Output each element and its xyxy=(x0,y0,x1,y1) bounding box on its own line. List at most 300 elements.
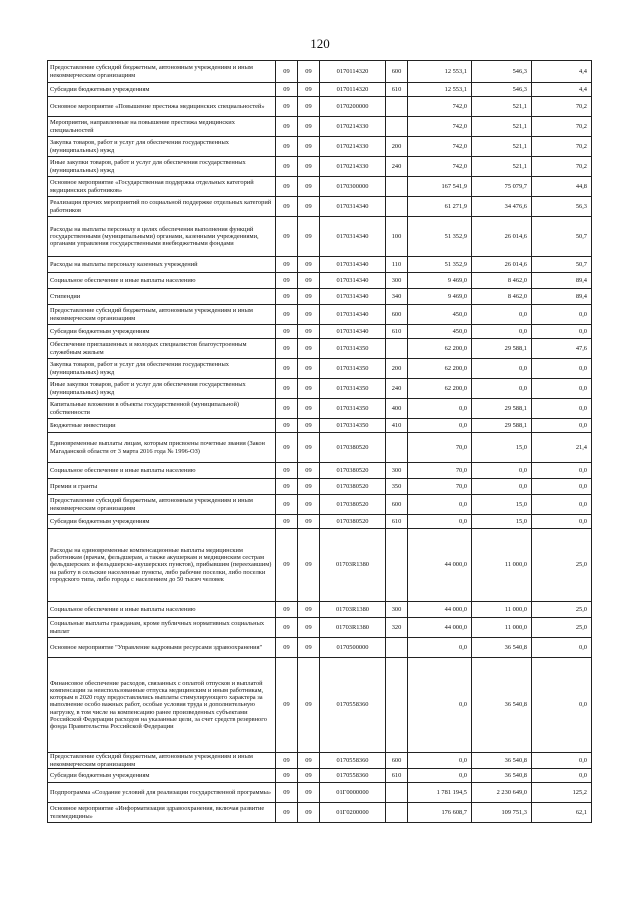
row-expense-type: 300 xyxy=(386,273,408,289)
row-percent: 62,1 xyxy=(532,803,592,823)
row-expense-type: 400 xyxy=(386,399,408,419)
row-name: Субсидии бюджетным учреждениям xyxy=(48,515,276,529)
row-actual-amount: 26 014,6 xyxy=(472,257,532,273)
table-row xyxy=(48,399,592,419)
row-actual-amount: 29 588,1 xyxy=(472,339,532,359)
row-expense-type: 110 xyxy=(386,257,408,273)
row-actual-amount: 546,3 xyxy=(472,83,532,97)
row-name: Основное мероприятие «Государственная поддержка отдельных категорий медицинских работников» xyxy=(48,177,276,197)
table-row xyxy=(48,529,592,602)
row-plan-amount: 70,0 xyxy=(408,463,472,479)
row-percent: 0,0 xyxy=(532,379,592,399)
row-section: 09 xyxy=(276,638,298,658)
row-percent: 50,7 xyxy=(532,217,592,257)
row-expense-type: 610 xyxy=(386,83,408,97)
row-expense-type: 200 xyxy=(386,359,408,379)
row-expense-type: 600 xyxy=(386,495,408,515)
row-name: Субсидии бюджетным учреждениям xyxy=(48,83,276,97)
row-section: 09 xyxy=(276,783,298,803)
row-percent: 0,0 xyxy=(532,305,592,325)
row-target-article: 0170114320 xyxy=(320,83,386,97)
row-actual-amount: 29 588,1 xyxy=(472,399,532,419)
row-percent: 0,0 xyxy=(532,479,592,495)
row-name: Иные закупки товаров, работ и услуг для обеспечения государственных (муниципальных) нужд xyxy=(48,379,276,399)
row-expense-type: 350 xyxy=(386,479,408,495)
row-plan-amount: 742,0 xyxy=(408,117,472,137)
row-section: 09 xyxy=(276,325,298,339)
row-percent: 70,2 xyxy=(532,137,592,157)
row-name: Обеспечение приглашенных и молодых специалистов благоустроенным служебным жильем xyxy=(48,339,276,359)
row-target-article: 0170314350 xyxy=(320,359,386,379)
table-row xyxy=(48,753,592,769)
row-target-article: 0170314340 xyxy=(320,197,386,217)
row-subsection: 09 xyxy=(298,658,320,753)
row-plan-amount: 12 553,1 xyxy=(408,61,472,83)
row-target-article: 0170380520 xyxy=(320,433,386,463)
row-actual-amount: 521,1 xyxy=(472,137,532,157)
table-row xyxy=(48,515,592,529)
table-row xyxy=(48,783,592,803)
row-expense-type: 300 xyxy=(386,602,408,618)
row-plan-amount: 742,0 xyxy=(408,97,472,117)
row-percent: 89,4 xyxy=(532,273,592,289)
row-name: Субсидии бюджетным учреждениям xyxy=(48,325,276,339)
row-expense-type xyxy=(386,97,408,117)
row-actual-amount: 521,1 xyxy=(472,157,532,177)
row-expense-type: 240 xyxy=(386,379,408,399)
row-subsection: 09 xyxy=(298,273,320,289)
row-subsection: 09 xyxy=(298,379,320,399)
row-percent: 0,0 xyxy=(532,495,592,515)
row-subsection: 09 xyxy=(298,769,320,783)
row-plan-amount: 742,0 xyxy=(408,157,472,177)
row-subsection: 09 xyxy=(298,137,320,157)
row-target-article: 0170314350 xyxy=(320,419,386,433)
row-section: 09 xyxy=(276,289,298,305)
row-subsection: 09 xyxy=(298,529,320,602)
row-section: 09 xyxy=(276,177,298,197)
row-percent: 56,3 xyxy=(532,197,592,217)
row-section: 09 xyxy=(276,339,298,359)
row-target-article: 01Г0200000 xyxy=(320,803,386,823)
row-subsection: 09 xyxy=(298,419,320,433)
row-section: 09 xyxy=(276,359,298,379)
row-subsection: 09 xyxy=(298,433,320,463)
row-subsection: 09 xyxy=(298,515,320,529)
row-plan-amount: 70,0 xyxy=(408,433,472,463)
row-percent: 70,2 xyxy=(532,157,592,177)
row-plan-amount: 0,0 xyxy=(408,769,472,783)
row-expense-type xyxy=(386,117,408,137)
row-expense-type: 200 xyxy=(386,137,408,157)
table-row xyxy=(48,137,592,157)
row-name: Реализация прочих мероприятий по социальной поддержке отдельных категорий работников xyxy=(48,197,276,217)
row-actual-amount: 0,0 xyxy=(472,479,532,495)
row-actual-amount: 75 079,7 xyxy=(472,177,532,197)
row-actual-amount: 11 000,0 xyxy=(472,618,532,638)
row-plan-amount: 62 200,0 xyxy=(408,339,472,359)
row-percent: 89,4 xyxy=(532,289,592,305)
row-name: Субсидии бюджетным учреждениям xyxy=(48,769,276,783)
row-name: Предоставление субсидий бюджетным, автономным учреждениям и иным некоммерческим организациям xyxy=(48,753,276,769)
row-percent: 21,4 xyxy=(532,433,592,463)
row-actual-amount: 36 540,8 xyxy=(472,658,532,753)
row-target-article: 0170314340 xyxy=(320,257,386,273)
row-percent: 70,2 xyxy=(532,117,592,137)
row-actual-amount: 521,1 xyxy=(472,117,532,137)
row-name: Основное мероприятие «Повышение престижа медицинских специальностей» xyxy=(48,97,276,117)
row-name: Основное мероприятие "Управление кадровыми ресурсами здравоохранения" xyxy=(48,638,276,658)
row-subsection: 09 xyxy=(298,83,320,97)
row-name: Социальное обеспечение и иные выплаты населению xyxy=(48,602,276,618)
row-plan-amount: 0,0 xyxy=(408,753,472,769)
row-percent: 0,0 xyxy=(532,359,592,379)
row-expense-type xyxy=(386,433,408,463)
row-actual-amount: 0,0 xyxy=(472,359,532,379)
row-name: Иные закупки товаров, работ и услуг для обеспечения государственных (муниципальных) нужд xyxy=(48,157,276,177)
row-plan-amount: 0,0 xyxy=(408,495,472,515)
row-subsection: 09 xyxy=(298,97,320,117)
row-target-article: 0170200000 xyxy=(320,97,386,117)
row-plan-amount: 70,0 xyxy=(408,479,472,495)
row-section: 09 xyxy=(276,803,298,823)
row-target-article: 0170314350 xyxy=(320,379,386,399)
row-percent: 25,0 xyxy=(532,602,592,618)
row-expense-type: 600 xyxy=(386,305,408,325)
row-section: 09 xyxy=(276,157,298,177)
row-name: Единовременные выплаты лицам, которым присвоены почетные звания (Закон Магаданской области от 3 марта 2016 года № 1996-ОЗ) xyxy=(48,433,276,463)
row-expense-type: 320 xyxy=(386,618,408,638)
row-subsection: 09 xyxy=(298,463,320,479)
row-name: Расходы на единовременные компенсационные выплаты медицинским работникам (врачам, фельдшерам, а также акушеркам и медицинским сестрам фельдшерских и фельдшерско-акушерских пунктов), прибывшим (переехавшим) на работу в сельские населенные пункты, либо рабочие поселки, либо поселки городского типа, либо города с населением до 50 тысяч человек xyxy=(48,529,276,602)
row-percent: 0,0 xyxy=(532,419,592,433)
table-row xyxy=(48,803,592,823)
row-plan-amount: 44 000,0 xyxy=(408,618,472,638)
row-subsection: 09 xyxy=(298,157,320,177)
table-row xyxy=(48,289,592,305)
row-subsection: 09 xyxy=(298,61,320,83)
row-percent: 0,0 xyxy=(532,638,592,658)
row-name: Социальное обеспечение и иные выплаты населению xyxy=(48,463,276,479)
row-section: 09 xyxy=(276,618,298,638)
row-section: 09 xyxy=(276,379,298,399)
row-subsection: 09 xyxy=(298,339,320,359)
row-expense-type xyxy=(386,803,408,823)
row-subsection: 09 xyxy=(298,289,320,305)
row-plan-amount: 0,0 xyxy=(408,399,472,419)
row-section: 09 xyxy=(276,433,298,463)
row-percent: 0,0 xyxy=(532,658,592,753)
row-name: Социальные выплаты гражданам, кроме публичных нормативных социальных выплат xyxy=(48,618,276,638)
row-percent: 4,4 xyxy=(532,83,592,97)
row-name: Закупка товаров, работ и услуг для обеспечения государственных (муниципальных) нужд xyxy=(48,137,276,157)
row-actual-amount: 29 588,1 xyxy=(472,419,532,433)
table-row xyxy=(48,463,592,479)
row-plan-amount: 167 541,9 xyxy=(408,177,472,197)
row-target-article: 0170314340 xyxy=(320,217,386,257)
row-subsection: 09 xyxy=(298,803,320,823)
row-subsection: 09 xyxy=(298,618,320,638)
table-row xyxy=(48,339,592,359)
row-section: 09 xyxy=(276,479,298,495)
row-expense-type xyxy=(386,658,408,753)
table-row xyxy=(48,602,592,618)
row-expense-type xyxy=(386,638,408,658)
row-plan-amount: 62 200,0 xyxy=(408,379,472,399)
row-section: 09 xyxy=(276,529,298,602)
table-row xyxy=(48,117,592,137)
row-plan-amount: 742,0 xyxy=(408,137,472,157)
row-plan-amount: 1 781 194,5 xyxy=(408,783,472,803)
row-plan-amount: 0,0 xyxy=(408,515,472,529)
row-section: 09 xyxy=(276,217,298,257)
row-percent: 47,6 xyxy=(532,339,592,359)
row-target-article: 0170380520 xyxy=(320,495,386,515)
row-name: Стипендии xyxy=(48,289,276,305)
row-actual-amount: 15,0 xyxy=(472,433,532,463)
row-target-article: 0170558360 xyxy=(320,658,386,753)
row-actual-amount: 15,0 xyxy=(472,495,532,515)
row-plan-amount: 51 352,9 xyxy=(408,257,472,273)
row-actual-amount: 8 462,0 xyxy=(472,289,532,305)
row-actual-amount: 36 540,8 xyxy=(472,638,532,658)
row-target-article: 0170558360 xyxy=(320,769,386,783)
row-name: Мероприятия, направленные на повышение престижа медицинских специальностей xyxy=(48,117,276,137)
row-target-article: 01703R1380 xyxy=(320,618,386,638)
row-target-article: 0170314340 xyxy=(320,305,386,325)
row-expense-type: 610 xyxy=(386,769,408,783)
row-plan-amount: 44 000,0 xyxy=(408,602,472,618)
row-name: Премии и гранты xyxy=(48,479,276,495)
row-actual-amount: 15,0 xyxy=(472,515,532,529)
row-section: 09 xyxy=(276,463,298,479)
table-row xyxy=(48,618,592,638)
row-actual-amount: 109 751,3 xyxy=(472,803,532,823)
row-target-article: 01Г0000000 xyxy=(320,783,386,803)
row-expense-type xyxy=(386,339,408,359)
row-name: Предоставление субсидий бюджетным, автономным учреждениям и иным некоммерческим организациям xyxy=(48,61,276,83)
row-plan-amount: 9 469,0 xyxy=(408,289,472,305)
row-subsection: 09 xyxy=(298,602,320,618)
row-percent: 0,0 xyxy=(532,515,592,529)
row-target-article: 01703R1380 xyxy=(320,529,386,602)
row-target-article: 0170314350 xyxy=(320,339,386,359)
row-expense-type: 240 xyxy=(386,157,408,177)
table-row xyxy=(48,359,592,379)
row-section: 09 xyxy=(276,273,298,289)
table-row xyxy=(48,305,592,325)
budget-table xyxy=(47,60,592,823)
row-target-article: 0170314340 xyxy=(320,289,386,305)
row-target-article: 0170314340 xyxy=(320,273,386,289)
row-subsection: 09 xyxy=(298,753,320,769)
row-percent: 125,2 xyxy=(532,783,592,803)
row-target-article: 0170380520 xyxy=(320,515,386,529)
row-section: 09 xyxy=(276,137,298,157)
row-subsection: 09 xyxy=(298,325,320,339)
row-section: 09 xyxy=(276,658,298,753)
row-percent: 25,0 xyxy=(532,618,592,638)
row-name: Расходы на выплаты персоналу казенных учреждений xyxy=(48,257,276,273)
row-section: 09 xyxy=(276,769,298,783)
row-plan-amount: 61 271,9 xyxy=(408,197,472,217)
row-name: Предоставление субсидий бюджетным, автономным учреждениям и иным некоммерческим организациям xyxy=(48,305,276,325)
row-target-article: 0170214330 xyxy=(320,157,386,177)
row-target-article: 0170114320 xyxy=(320,61,386,83)
row-section: 09 xyxy=(276,602,298,618)
row-subsection: 09 xyxy=(298,638,320,658)
table-row xyxy=(48,379,592,399)
row-actual-amount: 11 000,0 xyxy=(472,602,532,618)
table-row xyxy=(48,638,592,658)
row-percent: 50,7 xyxy=(532,257,592,273)
table-row xyxy=(48,273,592,289)
row-target-article: 01703R1380 xyxy=(320,602,386,618)
row-section: 09 xyxy=(276,257,298,273)
row-subsection: 09 xyxy=(298,257,320,273)
row-target-article: 0170500000 xyxy=(320,638,386,658)
row-actual-amount: 34 476,6 xyxy=(472,197,532,217)
row-target-article: 0170300000 xyxy=(320,177,386,197)
row-section: 09 xyxy=(276,117,298,137)
row-subsection: 09 xyxy=(298,217,320,257)
row-name: Финансовое обеспечение расходов, связанных с оплатой отпусков и выплатой компенсации за неиспользованные отпуска медицинским и иным работникам, которым в 2020 году предоставлялись выплаты стимулирующего характера за выполнение особо важных работ, особые условия труда и дополнительную нагрузку, в том числе на компенсацию ранее произведенных субъектами Российской Федерации расходов на указанные цели, за счет средств резервного фонда Правительства Российской Федерации xyxy=(48,658,276,753)
row-expense-type xyxy=(386,197,408,217)
row-actual-amount: 0,0 xyxy=(472,325,532,339)
table-row xyxy=(48,658,592,753)
budget-table-body xyxy=(48,61,592,823)
row-actual-amount: 26 014,6 xyxy=(472,217,532,257)
row-expense-type: 100 xyxy=(386,217,408,257)
row-expense-type: 300 xyxy=(386,463,408,479)
row-percent: 0,0 xyxy=(532,753,592,769)
row-plan-amount: 12 553,1 xyxy=(408,83,472,97)
row-section: 09 xyxy=(276,83,298,97)
row-subsection: 09 xyxy=(298,197,320,217)
row-name: Закупка товаров, работ и услуг для обеспечения государственных (муниципальных) нужд xyxy=(48,359,276,379)
row-subsection: 09 xyxy=(298,359,320,379)
table-row xyxy=(48,177,592,197)
table-row xyxy=(48,479,592,495)
row-expense-type: 610 xyxy=(386,325,408,339)
row-actual-amount: 8 462,0 xyxy=(472,273,532,289)
row-expense-type xyxy=(386,177,408,197)
row-section: 09 xyxy=(276,399,298,419)
row-target-article: 0170380520 xyxy=(320,479,386,495)
table-row xyxy=(48,495,592,515)
row-target-article: 0170314350 xyxy=(320,399,386,419)
row-subsection: 09 xyxy=(298,305,320,325)
row-actual-amount: 0,0 xyxy=(472,463,532,479)
row-actual-amount: 2 230 649,0 xyxy=(472,783,532,803)
row-plan-amount: 0,0 xyxy=(408,658,472,753)
row-name: Бюджетные инвестиции xyxy=(48,419,276,433)
row-actual-amount: 546,3 xyxy=(472,61,532,83)
row-percent: 0,0 xyxy=(532,769,592,783)
row-actual-amount: 36 540,8 xyxy=(472,769,532,783)
row-plan-amount: 176 608,7 xyxy=(408,803,472,823)
row-target-article: 0170380520 xyxy=(320,463,386,479)
row-section: 09 xyxy=(276,61,298,83)
table-row xyxy=(48,769,592,783)
row-plan-amount: 450,0 xyxy=(408,305,472,325)
row-percent: 0,0 xyxy=(532,325,592,339)
row-subsection: 09 xyxy=(298,495,320,515)
row-target-article: 0170214330 xyxy=(320,117,386,137)
row-subsection: 09 xyxy=(298,117,320,137)
row-plan-amount: 44 000,0 xyxy=(408,529,472,602)
row-target-article: 0170558360 xyxy=(320,753,386,769)
table-row xyxy=(48,257,592,273)
row-percent: 0,0 xyxy=(532,399,592,419)
row-subsection: 09 xyxy=(298,399,320,419)
row-section: 09 xyxy=(276,97,298,117)
row-target-article: 0170314340 xyxy=(320,325,386,339)
row-section: 09 xyxy=(276,419,298,433)
row-plan-amount: 62 200,0 xyxy=(408,359,472,379)
row-percent: 0,0 xyxy=(532,463,592,479)
row-expense-type: 600 xyxy=(386,753,408,769)
row-name: Предоставление субсидий бюджетным, автономным учреждениям и иным некоммерческим организациям xyxy=(48,495,276,515)
table-row xyxy=(48,419,592,433)
row-section: 09 xyxy=(276,515,298,529)
row-target-article: 0170214330 xyxy=(320,137,386,157)
row-name: Подпрограмма «Создание условий для реализации государственной программы» xyxy=(48,783,276,803)
table-row xyxy=(48,97,592,117)
row-actual-amount: 521,1 xyxy=(472,97,532,117)
row-plan-amount: 0,0 xyxy=(408,638,472,658)
table-row xyxy=(48,325,592,339)
row-actual-amount: 0,0 xyxy=(472,305,532,325)
row-section: 09 xyxy=(276,753,298,769)
row-subsection: 09 xyxy=(298,479,320,495)
row-expense-type: 600 xyxy=(386,61,408,83)
row-name: Основное мероприятие «Информатизация здравоохранения, включая развитие телемедицины» xyxy=(48,803,276,823)
row-expense-type xyxy=(386,529,408,602)
row-name: Социальное обеспечение и иные выплаты населению xyxy=(48,273,276,289)
row-expense-type: 340 xyxy=(386,289,408,305)
row-actual-amount: 36 540,8 xyxy=(472,753,532,769)
row-expense-type xyxy=(386,783,408,803)
page-number: 120 xyxy=(310,36,330,51)
table-row xyxy=(48,83,592,97)
row-actual-amount: 0,0 xyxy=(472,379,532,399)
table-row xyxy=(48,217,592,257)
row-section: 09 xyxy=(276,197,298,217)
row-plan-amount: 0,0 xyxy=(408,419,472,433)
table-row xyxy=(48,433,592,463)
row-name: Капитальные вложения в объекты государственной (муниципальной) собственности xyxy=(48,399,276,419)
row-plan-amount: 9 469,0 xyxy=(408,273,472,289)
row-expense-type: 610 xyxy=(386,515,408,529)
row-percent: 70,2 xyxy=(532,97,592,117)
row-subsection: 09 xyxy=(298,177,320,197)
row-actual-amount: 11 000,0 xyxy=(472,529,532,602)
row-subsection: 09 xyxy=(298,783,320,803)
table-row xyxy=(48,157,592,177)
row-percent: 25,0 xyxy=(532,529,592,602)
row-name: Расходы на выплаты персоналу в целях обеспечения выполнения функций государственными (муниципальными) органами, казенными учреждениями, органами управления государственными внебюджетными фондами xyxy=(48,217,276,257)
table-row xyxy=(48,61,592,83)
row-plan-amount: 450,0 xyxy=(408,325,472,339)
row-expense-type: 410 xyxy=(386,419,408,433)
row-section: 09 xyxy=(276,495,298,515)
row-plan-amount: 51 352,9 xyxy=(408,217,472,257)
table-row xyxy=(48,197,592,217)
row-section: 09 xyxy=(276,305,298,325)
row-percent: 4,4 xyxy=(532,61,592,83)
row-percent: 44,8 xyxy=(532,177,592,197)
